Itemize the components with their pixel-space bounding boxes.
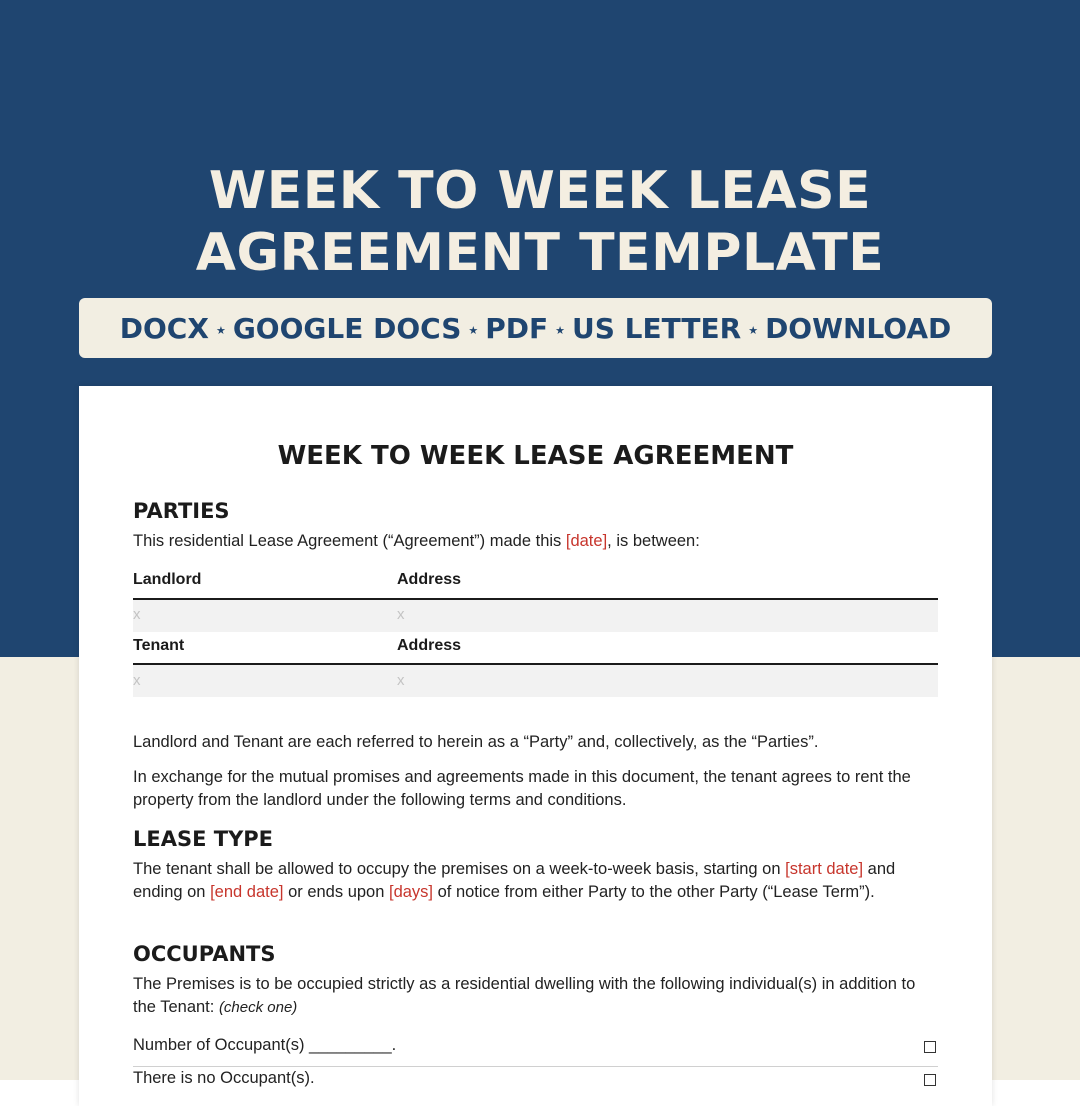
occupants-option-none-label: There is no Occupant(s). [133,1069,315,1087]
star-icon: ★ [215,323,226,337]
occupants-option-number-label: Number of Occupant(s) _________. [133,1036,397,1054]
landlord-label: Landlord [133,571,202,588]
tenant-label: Tenant [133,637,185,654]
checkbox-icon[interactable] [924,1074,936,1086]
exchange-paragraph: In exchange for the mutual promises and agreements made in this document, the tenant agrees to rent the property from the landlord under the following terms and conditions. [133,768,911,809]
end-date-placeholder: [end date] [210,883,284,901]
formats-banner [79,298,992,358]
landlord-address-label: Address [397,571,462,588]
parties-definition: Landlord and Tenant are each referred to herein as a “Party” and, collectively, as the “Parties”. [133,733,819,751]
start-date-placeholder: [start date] [785,860,864,878]
document-title: WEEK TO WEEK LEASE AGREEMENT [277,441,794,471]
occupants-text: The Premises is to be occupied strictly as a residential dwelling with the following individual(s) in addition to the Tenant: (check one) [133,975,916,1016]
tenant-field-row [133,665,938,697]
date-placeholder: [date] [565,532,608,550]
landlord-address-field: x [397,606,405,623]
hero-title-line-1: WEEK TO WEEK LEASE [208,161,872,221]
parties-heading: PARTIES [133,499,230,523]
lease-type-text: The tenant shall be allowed to occupy the premises on a week-to-week basis, starting on [start date] and ending on [end date] or ends upon [days] of notice from either Party to the other Party (“Lease Term”). [133,860,896,901]
hero-title-line-2: AGREEMENT TEMPLATE [195,223,885,283]
occupants-option-number[interactable] [133,1036,938,1055]
parties-intro: This residential Lease Agreement (“Agreement”) made this [date], is between: [133,532,700,550]
format-us-letter: US LETTER [572,311,742,345]
tenant-address-field: x [397,672,405,689]
format-docx: DOCX [119,311,209,345]
star-icon: ★ [468,323,479,337]
format-pdf: PDF [485,311,549,345]
tenant-name-field: x [133,672,141,689]
occupants-option-none[interactable] [133,1069,938,1088]
hero-title [0,160,1080,284]
check-one-hint: (check one) [218,999,298,1016]
days-placeholder: [days] [388,883,434,901]
format-google-docs: GOOGLE DOCS [232,311,462,345]
star-icon: ★ [748,323,759,337]
lease-type-heading: LEASE TYPE [133,827,274,851]
document-preview [79,386,992,1106]
option-divider [133,1066,938,1067]
tenant-address-label: Address [397,637,462,654]
landlord-field-row [133,600,938,632]
occupants-heading: OCCUPANTS [133,942,276,966]
checkbox-icon[interactable] [924,1041,936,1053]
format-download: DOWNLOAD [765,311,952,345]
landlord-name-field: x [133,606,141,623]
star-icon: ★ [555,323,566,337]
